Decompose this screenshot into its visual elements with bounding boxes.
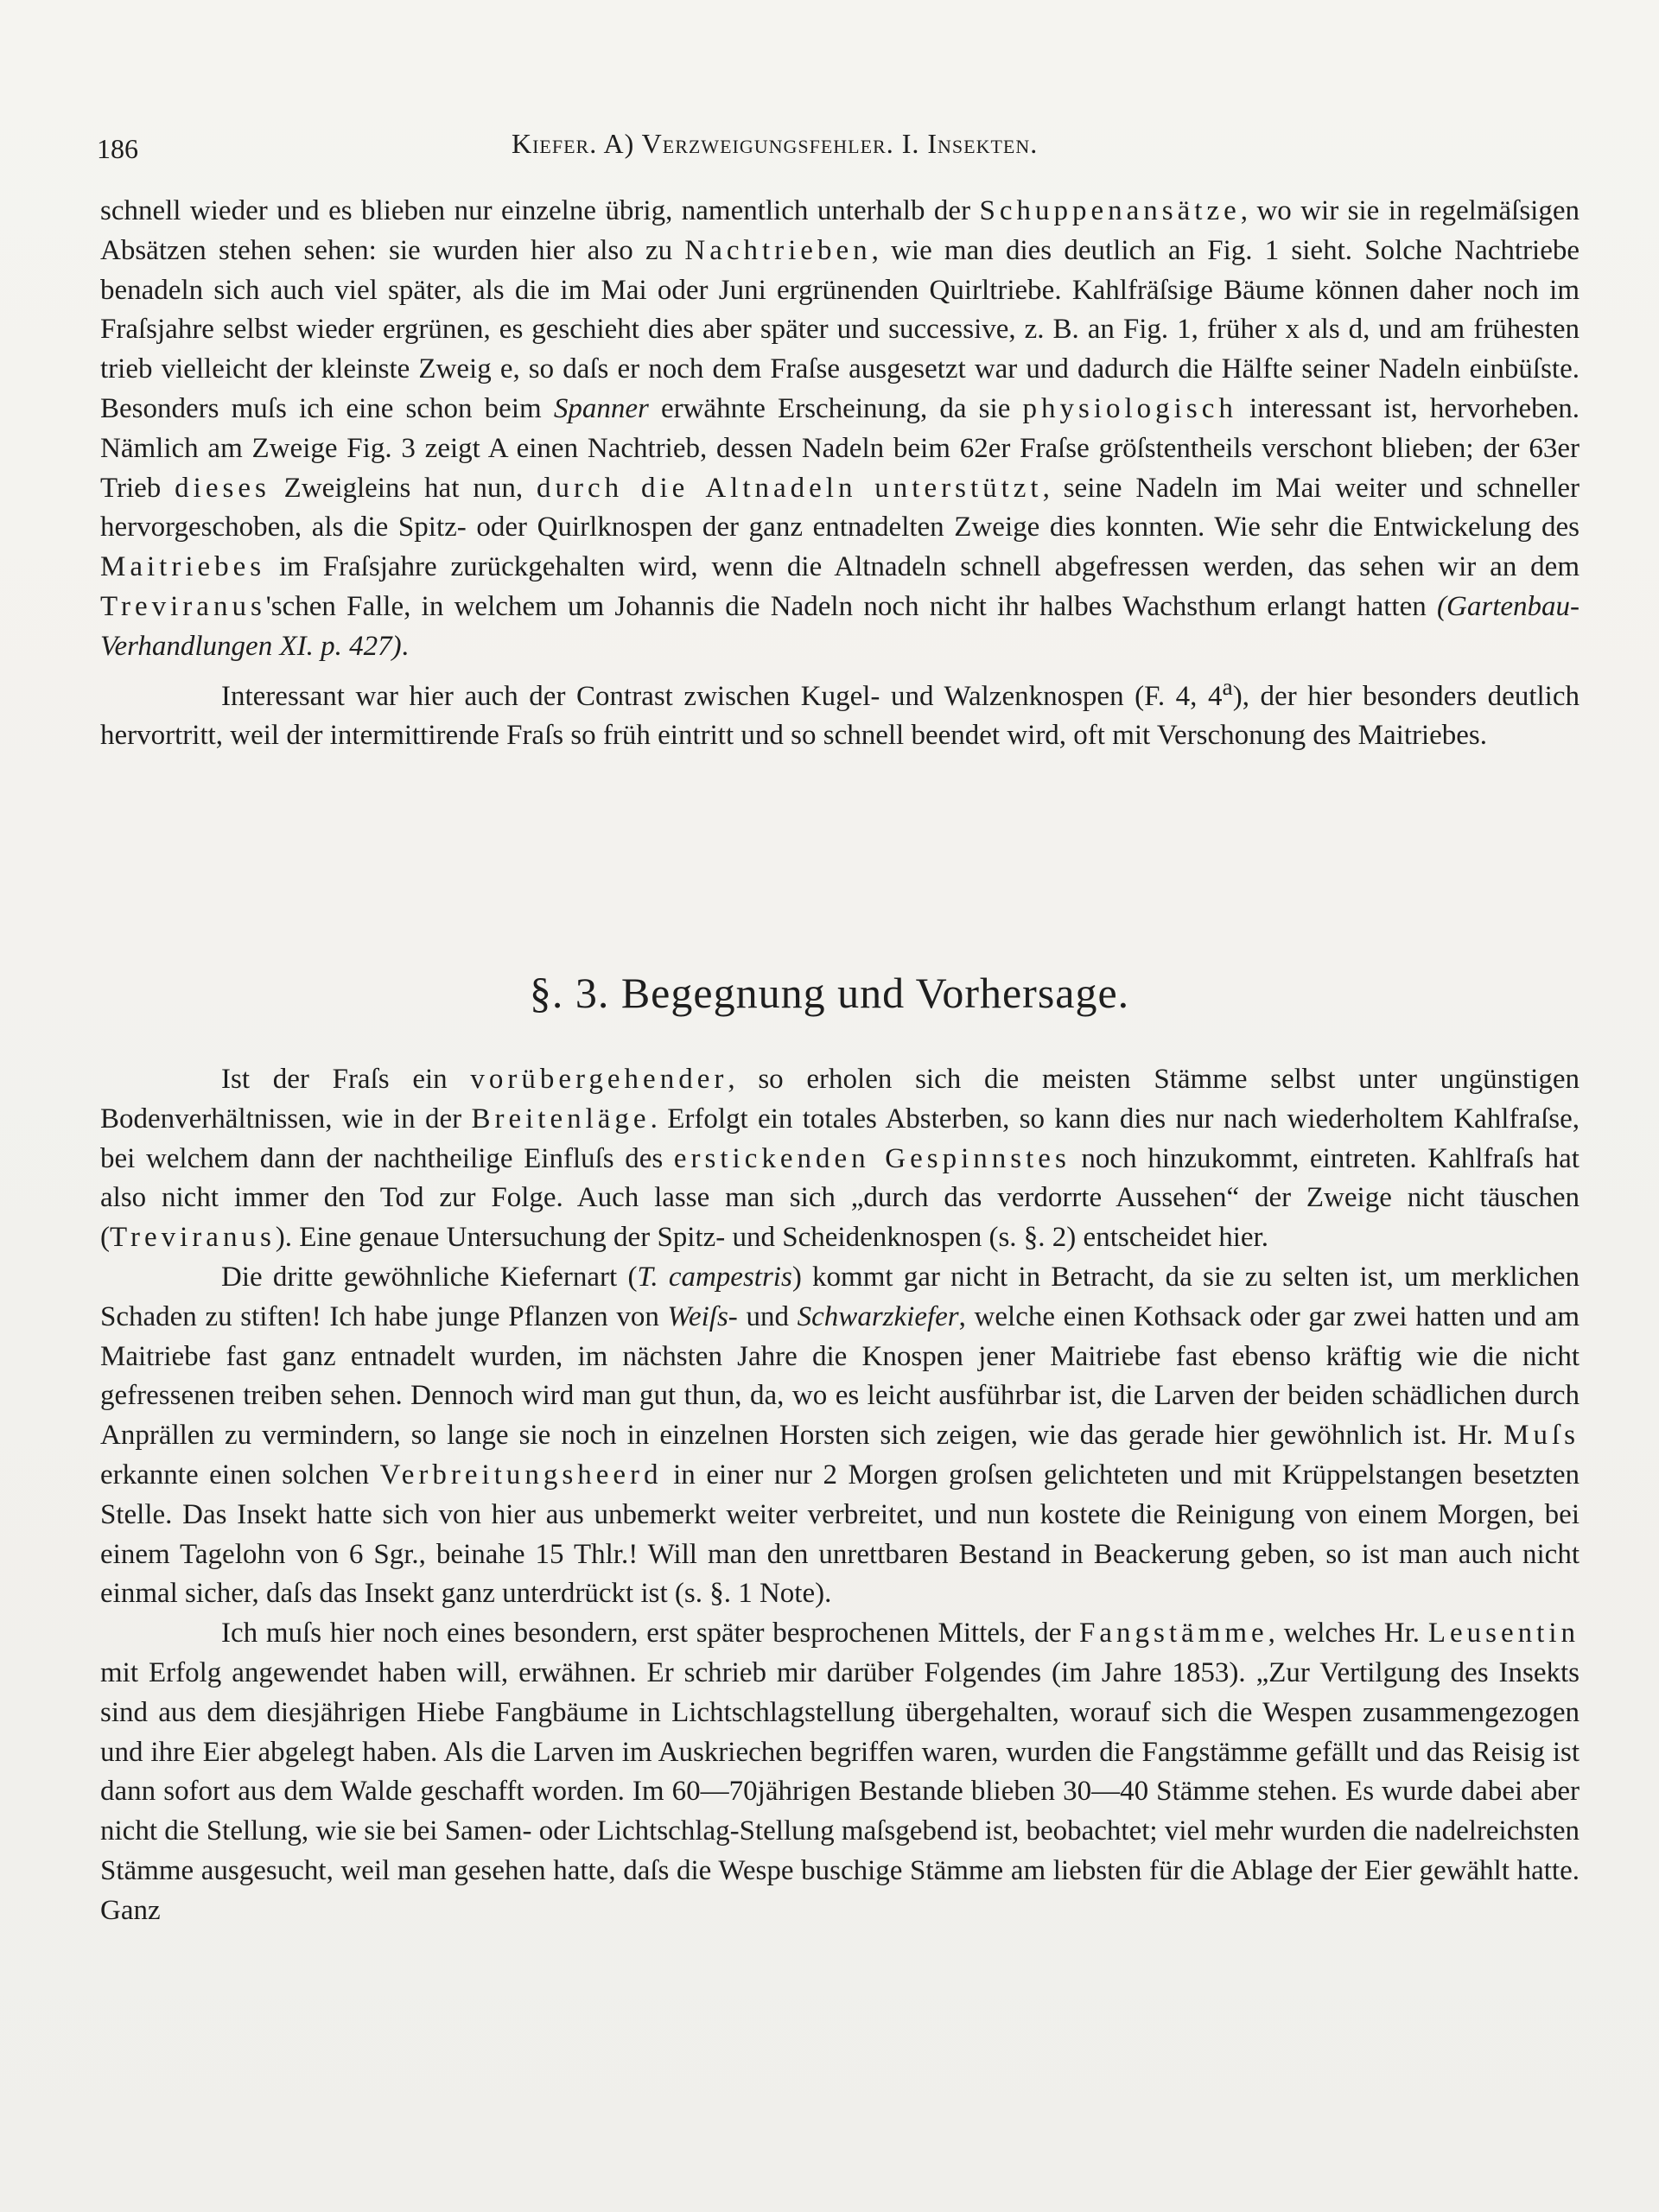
italic-citation: (Gartenbau-Verhandlungen XI. p. 427) bbox=[100, 590, 1580, 662]
paragraph: Interessant war hier auch der Contrast zwischen Kugel- und Walzenknospen (F. 4, 4$^a$), der hier besonders deutlich hervortritt, weil der intermittirende Fraſs so früh eintritt und so schnell beendet wird, oft mit Verschonung des Maitriebes. bbox=[100, 672, 1580, 752]
italic-term: Schwarzkiefer bbox=[797, 1300, 959, 1332]
spaced-term: durch die Altnadeln unterstützt bbox=[536, 472, 1043, 504]
spaced-term: dieses bbox=[175, 472, 270, 504]
italic-term: T. campestris bbox=[637, 1261, 792, 1293]
superscript: a bbox=[1222, 672, 1233, 700]
paragraph: Die dritte gewöhnliche Kiefernart (T. campestris) kommt gar nicht in Betracht, da sie zu selten ist, um merklichen Schaden zu stiften! Ich habe junge Pflanzen von Weiſs- und Schwarzkiefer, welche einen Kothsack oder gar zwei hatten und am Maitriebe fast ganz entnadelt wurden, im nächsten Jahre die Knospen jener Maitriebe fast ebenso kräftig wie die nicht gefressenen treiben sehen. Dennoch wird man gut thun, da, wo es leicht ausführbar ist, die Larven der beiden schädlichen durch Anprällen zu vermindern, so lange sie noch in einzelnen Horsten sich zeigen, wie das gerade hier gewöhnlich ist. Hr. Muſs erkannte einen solchen Verbreitungsheerd in einer nur 2 Morgen groſsen gelichteten und mit Krüppelstangen besetzten Stelle. Das Insekt hatte sich von hier aus unbemerkt weiter verbreitet, und nun kostete die Reinigung von einem Morgen, bei einem Tagelohn von 6 Sgr., beinahe 15 Thlr.! Will man den unrettbaren Bestand in Beackerung geben, so ist man auch nicht einmal sicher, daſs das Insekt ganz unterdrückt ist (s. §. 1 Note). bbox=[100, 1261, 1580, 1610]
spaced-term: Maitriebes bbox=[100, 551, 266, 583]
spaced-term: Verbreitungsheerd bbox=[379, 1459, 663, 1491]
paragraph: schnell wieder und es blieben nur einzelne übrig, namentlich unterhalb der Schuppenansätze, wo wir sie in regelmäſsigen Absätzen stehen sehen: sie wurden hier also zu Nachtrieben, wie man dies deutlich an Fig. 1 sieht. Solche Nachtriebe benadeln sich auch viel später, als die im Mai oder Juni ergrünenden Quirltriebe. Kahlfräſsige Bäume können daher noch im Fraſsjahre selbst wieder ergrünen, es geschieht dies aber später und successive, z. B. an Fig. 1, früher x als d, und am frühesten trieb vielleicht der kleinste Zweig e, so daſs er noch dem Fraſse ausgesetzt war und dadurch die Hälfte seiner Nadeln einbüſste. Besonders muſs ich eine schon beim Spanner erwähnte Erscheinung, da sie physiologisch interessant ist, hervorheben. Nämlich am Zweige Fig. 3 zeigt A einen Nachtrieb, dessen Nadeln beim 62er Fraſse gröſstentheils verschont blieben; der 63er Trieb dieses Zweigleins hat nun, durch die Altnadeln unterstützt, seine Nadeln im Mai weiter und schneller hervorgeschoben, als die Spitz- oder Quirlknospen der ganz entnadelten Zweige dies konnten. Wie sehr die Entwickelung des Maitriebes im Fraſsjahre zurückgehalten wird, wenn die Altnadeln schnell abgefressen werden, das sehen wir an dem Treviranus'schen Falle, in welchem um Johannis die Nadeln noch nicht ihr halbes Wachsthum erlangt hatten (Gartenbau-Verhandlungen XI. p. 427). bbox=[100, 195, 1580, 662]
spaced-term: Breitenläge bbox=[471, 1103, 651, 1135]
italic-term: Weiſs- bbox=[667, 1300, 738, 1332]
spaced-term: physiologisch bbox=[1022, 392, 1237, 424]
text-block-top bbox=[100, 192, 1580, 756]
spaced-name: Muſs bbox=[1503, 1420, 1580, 1452]
spaced-name: Treviranus bbox=[110, 1222, 276, 1254]
page-number: 186 bbox=[97, 133, 138, 164]
paragraph: Ich muſs hier noch eines besondern, erst später besprochenen Mittels, der Fangstämme, welches Hr. Leusentin mit Erfolg angewendet haben will, erwähnen. Er schrieb mir darüber Folgendes (im Jahre 1853). „Zur Vertilgung des Insekts sind aus dem diesjährigen Hiebe Fangbäume in Lichtschlagstellung übergehalten, worauf sich die Wespen zusammengezogen und ihre Eier abgelegt haben. Als die Larven im Auskriechen begriffen waren, wurden die Fangstämme gefällt und das Reisig ist dann sofort aus dem Walde geschafft worden. Im 60—70jährigen Bestande blieben 30—40 Stämme stehen. Es wurde dabei aber nicht die Stellung, wie sie bei Samen- oder Lichtschlag-Stellung maſsgebend ist, beobachtet; viel mehr wurden die nadelreichsten Stämme ausgesucht, weil man gesehen hatte, daſs die Wespe buschige Stämme am liebsten für die Ablage der Eier gewählt hatte. Ganz bbox=[100, 1618, 1580, 1926]
spaced-term: Nachtrieben bbox=[684, 234, 872, 266]
page-header bbox=[97, 128, 1576, 171]
spaced-term: Fangstämme bbox=[1079, 1618, 1268, 1649]
spaced-term: erstickenden Gespinnstes bbox=[673, 1142, 1071, 1174]
spaced-name: Leusentin bbox=[1427, 1618, 1580, 1649]
spaced-term: vorübergehender bbox=[470, 1064, 728, 1095]
spaced-term: Schuppenansätze bbox=[979, 195, 1241, 226]
spaced-name: Treviranus bbox=[100, 590, 266, 622]
paragraph: Ist der Fraſs ein vorübergehender, so erholen sich die meisten Stämme selbst unter ungünstigen Bodenverhältnissen, wie in der Breitenläge. Erfolgt ein totales Absterben, so kann dies nur nach wiederholtem Kahlfraſse, bei welchem dann der nachtheilige Einfluſs des erstickenden Gespinnstes noch hinzukommt, eintreten. Kahlfraſs hat also nicht immer den Tod zur Folge. Auch lasse man sich „durch das verdorrte Aussehen“ der Zweige nicht täuschen (Treviranus). Eine genaue Untersuchung der Spitz- und Scheidenknospen (s. §. 2) entscheidet hier. bbox=[100, 1064, 1580, 1254]
text-block-main bbox=[100, 1060, 1580, 1931]
section-heading: §. 3. Begegnung und Vorhersage. bbox=[529, 969, 1130, 1017]
running-title: Kiefer. A) Verzweigungsfehler. I. Insekten. bbox=[512, 128, 1039, 159]
italic-term: Spanner bbox=[553, 392, 649, 424]
